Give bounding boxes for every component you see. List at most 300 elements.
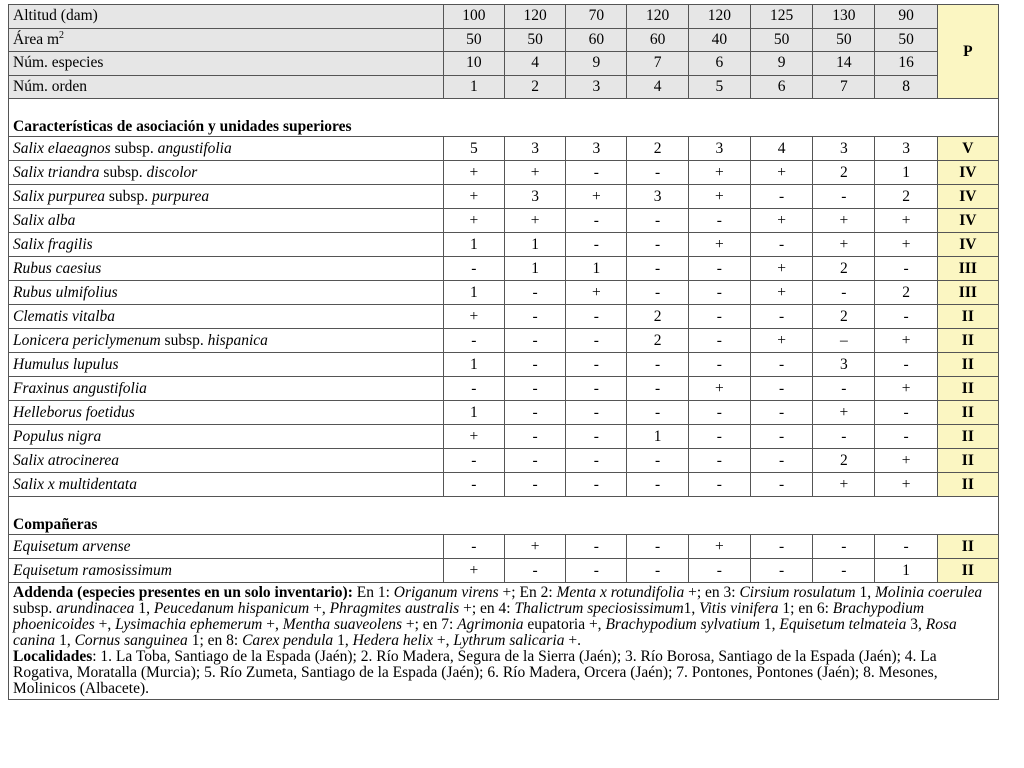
presence-class: III <box>937 257 998 281</box>
abundance-value: - <box>627 233 688 257</box>
header-label <box>9 28 444 52</box>
addenda-segment: Phragmites <box>329 600 402 617</box>
releve-table-container <box>8 4 999 700</box>
header-value: 4 <box>627 75 688 99</box>
abundance-value: + <box>688 377 750 401</box>
abundance-value: - <box>504 425 565 449</box>
abundance-value: 5 <box>443 137 504 161</box>
abundance-value: - <box>813 185 875 209</box>
presence-class: IV <box>937 233 998 257</box>
abundance-value: - <box>627 353 688 377</box>
species-name-part: Salix triandra <box>13 163 100 181</box>
species-row <box>9 281 999 305</box>
species-row <box>9 353 999 377</box>
abundance-value: 2 <box>627 329 688 353</box>
header-row <box>9 28 999 52</box>
abundance-value: - <box>875 305 937 329</box>
abundance-value: - <box>566 233 627 257</box>
abundance-value: - <box>688 473 750 497</box>
abundance-value: 2 <box>813 305 875 329</box>
abundance-value: + <box>504 209 565 233</box>
presence-class: II <box>937 535 998 559</box>
header-value: 120 <box>688 5 750 29</box>
abundance-value: - <box>504 281 565 305</box>
species-name <box>9 185 444 209</box>
addenda-segment: Thalictrum speciosissimum <box>514 600 684 617</box>
abundance-value: + <box>875 209 937 233</box>
species-name <box>9 449 444 473</box>
abundance-value: + <box>875 329 937 353</box>
abundance-value: 1 <box>875 559 937 583</box>
species-name-part: Salix purpurea <box>13 187 105 205</box>
species-name-part: Helleborus foetidus <box>13 403 135 421</box>
abundance-value: + <box>443 559 504 583</box>
species-name-part: subsp. <box>99 163 147 181</box>
abundance-value: 2 <box>627 305 688 329</box>
addenda-segment: +, <box>433 632 454 649</box>
abundance-value: - <box>443 473 504 497</box>
addenda-segment: 1, <box>855 584 875 601</box>
abundance-value: 2 <box>813 449 875 473</box>
species-name <box>9 257 444 281</box>
abundance-value: 1 <box>875 161 937 185</box>
addenda-segment: salicaria <box>509 632 565 649</box>
header-value: 7 <box>813 75 875 99</box>
addenda-segment: Molinia coerulea <box>874 584 983 601</box>
species-name-part: discolor <box>146 163 198 181</box>
header-label-text: Núm. orden <box>13 77 88 95</box>
abundance-value: + <box>688 161 750 185</box>
species-name-part: Fraxinus angustifolia <box>13 379 147 397</box>
addenda-segment: 1, <box>55 632 75 649</box>
species-name-part: Salix atrocinerea <box>13 451 120 469</box>
abundance-value: 4 <box>750 137 812 161</box>
header-value: 9 <box>750 52 812 76</box>
species-row <box>9 473 999 497</box>
species-name <box>9 137 444 161</box>
abundance-value: - <box>443 329 504 353</box>
header-value: 9 <box>566 52 627 76</box>
abundance-value: - <box>504 449 565 473</box>
abundance-value: 1 <box>443 233 504 257</box>
addenda-segment: subsp. <box>13 600 57 617</box>
abundance-value: + <box>566 185 627 209</box>
abundance-value: 3 <box>813 353 875 377</box>
abundance-value: - <box>566 473 627 497</box>
species-row <box>9 137 999 161</box>
abundance-value: - <box>688 305 750 329</box>
addenda-segment: +; En 2: <box>498 584 557 601</box>
header-value: 50 <box>875 28 937 52</box>
addenda-segment: En 1: <box>352 584 394 601</box>
species-name-part: Salix elaeagnos <box>13 139 111 157</box>
addenda-segment: +; en 7: <box>401 616 458 633</box>
localidades-paragraph <box>13 649 994 697</box>
abundance-value: + <box>875 473 937 497</box>
abundance-value: + <box>750 281 812 305</box>
header-label-text: Núm. especies <box>13 54 104 72</box>
addenda-segment: 1; en 8: <box>187 632 243 649</box>
species-row <box>9 449 999 473</box>
header-label-text: Área m <box>13 30 60 48</box>
abundance-value: 2 <box>875 281 937 305</box>
presence-class: III <box>937 281 998 305</box>
header-label <box>9 75 444 99</box>
species-name <box>9 161 444 185</box>
abundance-value: - <box>688 281 750 305</box>
abundance-value: + <box>813 233 875 257</box>
addenda-segment: Hedera helix <box>352 632 434 649</box>
abundance-value: - <box>566 377 627 401</box>
abundance-value: - <box>504 329 565 353</box>
abundance-value: - <box>813 535 875 559</box>
abundance-value: - <box>504 401 565 425</box>
abundance-value: - <box>813 425 875 449</box>
abundance-value: - <box>875 535 937 559</box>
species-name <box>9 473 444 497</box>
abundance-value: - <box>813 281 875 305</box>
abundance-value: - <box>813 559 875 583</box>
abundance-value: + <box>750 209 812 233</box>
presence-class: IV <box>937 209 998 233</box>
abundance-value: - <box>627 401 688 425</box>
addenda-segment: Lysimachia ephemerum <box>115 616 263 633</box>
abundance-value: - <box>504 473 565 497</box>
species-name <box>9 209 444 233</box>
abundance-value: 1 <box>443 401 504 425</box>
addenda-segment: Rosa canina <box>13 616 957 649</box>
abundance-value: 3 <box>627 185 688 209</box>
addenda-segment: australis <box>404 600 460 617</box>
abundance-value: + <box>566 281 627 305</box>
addenda-segment: 1, <box>333 632 353 649</box>
species-name <box>9 425 444 449</box>
presence-class: II <box>937 329 998 353</box>
abundance-value: - <box>688 449 750 473</box>
abundance-value: - <box>750 535 812 559</box>
addenda-segment: 1; en 6: <box>778 600 833 617</box>
abundance-value: - <box>750 185 812 209</box>
abundance-value: + <box>750 161 812 185</box>
addenda-segment: Origanum virens <box>393 584 499 601</box>
header-value: 40 <box>688 28 750 52</box>
abundance-value: 1 <box>504 257 565 281</box>
species-row <box>9 233 999 257</box>
abundance-value: - <box>688 257 750 281</box>
addenda-segment: 3, <box>906 616 926 633</box>
abundance-value: - <box>875 401 937 425</box>
abundance-value: - <box>566 329 627 353</box>
abundance-value: 2 <box>813 161 875 185</box>
abundance-value: - <box>688 329 750 353</box>
header-value: 6 <box>688 52 750 76</box>
abundance-value: + <box>875 449 937 473</box>
header-label <box>9 5 444 29</box>
abundance-value: + <box>875 233 937 257</box>
header-row <box>9 75 999 99</box>
addenda-segment: +; en 4: <box>459 600 515 617</box>
species-name-part: Rubus ulmifolius <box>13 283 118 301</box>
section-spacer <box>9 99 999 118</box>
species-name <box>9 233 444 257</box>
abundance-value: - <box>688 425 750 449</box>
species-row <box>9 377 999 401</box>
addenda-segment: +, <box>309 600 330 617</box>
abundance-value: + <box>688 233 750 257</box>
species-name <box>9 305 444 329</box>
addenda-segment: en 3: <box>701 584 740 601</box>
section-spacer <box>9 497 999 516</box>
addenda-segment: 1, <box>759 616 776 633</box>
header-label-text: Altitud (dam) <box>13 7 98 25</box>
abundance-value: 2 <box>813 257 875 281</box>
species-name-part: subsp. <box>110 139 158 157</box>
species-name <box>9 281 444 305</box>
species-name-part: Salix x multidentata <box>13 475 137 493</box>
addenda-segment: Agrimonia <box>457 616 524 633</box>
presence-class: II <box>937 559 998 583</box>
addenda-segment: Equisetum telmateia <box>779 616 907 633</box>
header-row <box>9 52 999 76</box>
abundance-value: - <box>688 559 750 583</box>
species-name <box>9 377 444 401</box>
species-row <box>9 559 999 583</box>
header-value: 7 <box>627 52 688 76</box>
abundance-value: - <box>443 535 504 559</box>
abundance-value: - <box>627 559 688 583</box>
header-value: 70 <box>566 5 627 29</box>
abundance-value: - <box>627 257 688 281</box>
abundance-value: - <box>566 535 627 559</box>
species-row <box>9 209 999 233</box>
abundance-value: - <box>566 305 627 329</box>
abundance-value: + <box>813 209 875 233</box>
header-label <box>9 52 444 76</box>
abundance-value: 3 <box>504 185 565 209</box>
species-name-part: subsp. <box>105 187 152 205</box>
species-name-part: angustifolia <box>157 139 232 157</box>
header-value: 100 <box>443 5 504 29</box>
abundance-value: 1 <box>443 353 504 377</box>
addenda-segment: Peucedanum hispanicum <box>153 600 310 617</box>
abundance-value: + <box>443 161 504 185</box>
abundance-value: + <box>875 377 937 401</box>
abundance-value: - <box>750 473 812 497</box>
species-row <box>9 161 999 185</box>
species-name-part: Equisetum arvense <box>13 537 131 555</box>
abundance-value: 3 <box>813 137 875 161</box>
species-row <box>9 257 999 281</box>
section-title-row <box>9 117 999 137</box>
presence-class: II <box>937 425 998 449</box>
abundance-value: - <box>750 425 812 449</box>
addenda-segment: Cirsium rosulatum <box>739 584 856 601</box>
addenda-segment: Mentha suaveolens <box>282 616 402 633</box>
header-row <box>9 5 999 29</box>
species-row <box>9 425 999 449</box>
header-value: 4 <box>504 52 565 76</box>
species-name <box>9 353 444 377</box>
abundance-value: - <box>504 377 565 401</box>
section-title-row <box>9 515 999 535</box>
species-row <box>9 329 999 353</box>
abundance-value: - <box>504 559 565 583</box>
addenda-segment: Brachypodium phoenicoides <box>13 600 925 633</box>
abundance-value: 2 <box>627 137 688 161</box>
abundance-value: - <box>875 257 937 281</box>
species-name-part: Lonicera periclymenum <box>13 331 161 349</box>
abundance-value: + <box>750 329 812 353</box>
abundance-value: - <box>443 449 504 473</box>
addenda-segment: eupatoria +, <box>523 616 606 633</box>
abundance-value: 1 <box>504 233 565 257</box>
abundance-value: - <box>627 449 688 473</box>
addenda-segment: Menta x rotundifolia <box>556 584 685 601</box>
header-value: 60 <box>627 28 688 52</box>
species-name <box>9 535 444 559</box>
abundance-value: - <box>627 161 688 185</box>
header-value: 6 <box>750 75 812 99</box>
species-name <box>9 401 444 425</box>
addenda-segment: +, <box>262 616 283 633</box>
abundance-value: + <box>443 209 504 233</box>
abundance-value: - <box>750 353 812 377</box>
header-value: 60 <box>566 28 627 52</box>
abundance-value: - <box>627 209 688 233</box>
abundance-value: - <box>566 209 627 233</box>
abundance-value: - <box>566 425 627 449</box>
abundance-value: 1 <box>443 281 504 305</box>
abundance-value: 2 <box>875 185 937 209</box>
abundance-value: 3 <box>504 137 565 161</box>
spacer-cell <box>9 497 999 516</box>
species-row <box>9 535 999 559</box>
presence-class: II <box>937 473 998 497</box>
presence-class: IV <box>937 161 998 185</box>
addenda-segment: +, <box>94 616 112 633</box>
abundance-value: 3 <box>875 137 937 161</box>
section-title: Características de asociación y unidades superiores <box>9 117 999 137</box>
addenda-segment: Vitis vinifera <box>699 600 779 617</box>
abundance-value: + <box>688 535 750 559</box>
header-value: 1 <box>443 75 504 99</box>
addenda-segment: Brachypodium sylvatium <box>605 616 760 633</box>
header-value: 120 <box>504 5 565 29</box>
species-row <box>9 401 999 425</box>
abundance-value: + <box>504 161 565 185</box>
abundance-value: – <box>813 329 875 353</box>
header-value: 8 <box>875 75 937 99</box>
abundance-value: + <box>813 401 875 425</box>
abundance-value: - <box>627 473 688 497</box>
abundance-value: + <box>443 185 504 209</box>
abundance-value: 1 <box>566 257 627 281</box>
species-name-part: Salix fragilis <box>13 235 93 253</box>
header-value: 125 <box>750 5 812 29</box>
abundance-value: - <box>750 449 812 473</box>
table-body <box>9 5 999 583</box>
abundance-value: + <box>750 257 812 281</box>
presence-class: IV <box>937 185 998 209</box>
abundance-value: - <box>875 353 937 377</box>
abundance-value: + <box>443 305 504 329</box>
abundance-value: - <box>504 305 565 329</box>
abundance-value: 3 <box>566 137 627 161</box>
species-row <box>9 305 999 329</box>
presence-class: II <box>937 401 998 425</box>
presence-class: II <box>937 353 998 377</box>
presence-class: II <box>937 449 998 473</box>
abundance-value: - <box>750 559 812 583</box>
addenda-segment: Lythrum <box>453 632 506 649</box>
header-value: 16 <box>875 52 937 76</box>
table-footer <box>8 583 999 700</box>
abundance-value: - <box>813 377 875 401</box>
addenda-segment: 1, <box>683 600 700 617</box>
species-name-part: hispanica <box>207 331 268 349</box>
species-row <box>9 185 999 209</box>
spacer-cell <box>9 99 999 118</box>
addenda-segment: arundinacea <box>56 600 135 617</box>
abundance-value: - <box>750 377 812 401</box>
addenda-segment: Addenda (especies presentes en un solo inventario): <box>13 584 353 601</box>
header-value: 50 <box>813 28 875 52</box>
species-name-part: Clematis vitalba <box>13 307 116 325</box>
abundance-value: - <box>566 161 627 185</box>
header-value: 3 <box>566 75 627 99</box>
abundance-value: - <box>443 377 504 401</box>
abundance-value: - <box>566 449 627 473</box>
species-name-part: Populus nigra <box>13 427 102 445</box>
abundance-value: - <box>875 425 937 449</box>
presence-header: P <box>937 5 998 99</box>
abundance-value: - <box>566 353 627 377</box>
superscript: 2 <box>59 29 65 41</box>
abundance-value: + <box>688 185 750 209</box>
species-name-part: Salix alba <box>13 211 76 229</box>
section-title: Compañeras <box>9 515 999 535</box>
header-value: 50 <box>750 28 812 52</box>
presence-class: II <box>937 305 998 329</box>
header-value: 120 <box>627 5 688 29</box>
abundance-value: - <box>504 353 565 377</box>
header-value: 90 <box>875 5 937 29</box>
species-name <box>9 559 444 583</box>
addenda-segment: +. <box>564 632 581 649</box>
abundance-value: + <box>813 473 875 497</box>
abundance-value: + <box>504 535 565 559</box>
abundance-value: - <box>750 305 812 329</box>
species-name-part: Humulus lupulus <box>13 355 119 373</box>
abundance-value: - <box>627 281 688 305</box>
abundance-value: - <box>627 535 688 559</box>
abundance-value: - <box>627 377 688 401</box>
addenda-segment: Carex pendula <box>242 632 334 649</box>
species-name-part: subsp. <box>160 331 208 349</box>
releve-table <box>8 4 999 583</box>
species-name-part: Rubus caesius <box>13 259 102 277</box>
abundance-value: - <box>750 401 812 425</box>
abundance-value: - <box>566 559 627 583</box>
species-name-part: Equisetum ramosissimum <box>13 561 172 579</box>
abundance-value: - <box>688 353 750 377</box>
abundance-value: - <box>688 401 750 425</box>
addenda-paragraph <box>13 585 994 649</box>
header-value: 5 <box>688 75 750 99</box>
localidades-text: : 1. La Toba, Santiago de la Espada (Jaén); 2. Río Madera, Segura de la Sierra (Jaén); 3. Río Borosa, Santiago de la Espada (Jaén); 4. La Rogativa, Moratalla (Murcia); 5. Río Zumeta, Santiago de la Espada (Jaén); 6. Río Madera, Orcera (Jaén); 7. Pontones, Pontones (Jaén); 8. Mesones, Molinicos (Albacete). <box>13 648 938 697</box>
abundance-value: - <box>750 233 812 257</box>
abundance-value: + <box>443 425 504 449</box>
